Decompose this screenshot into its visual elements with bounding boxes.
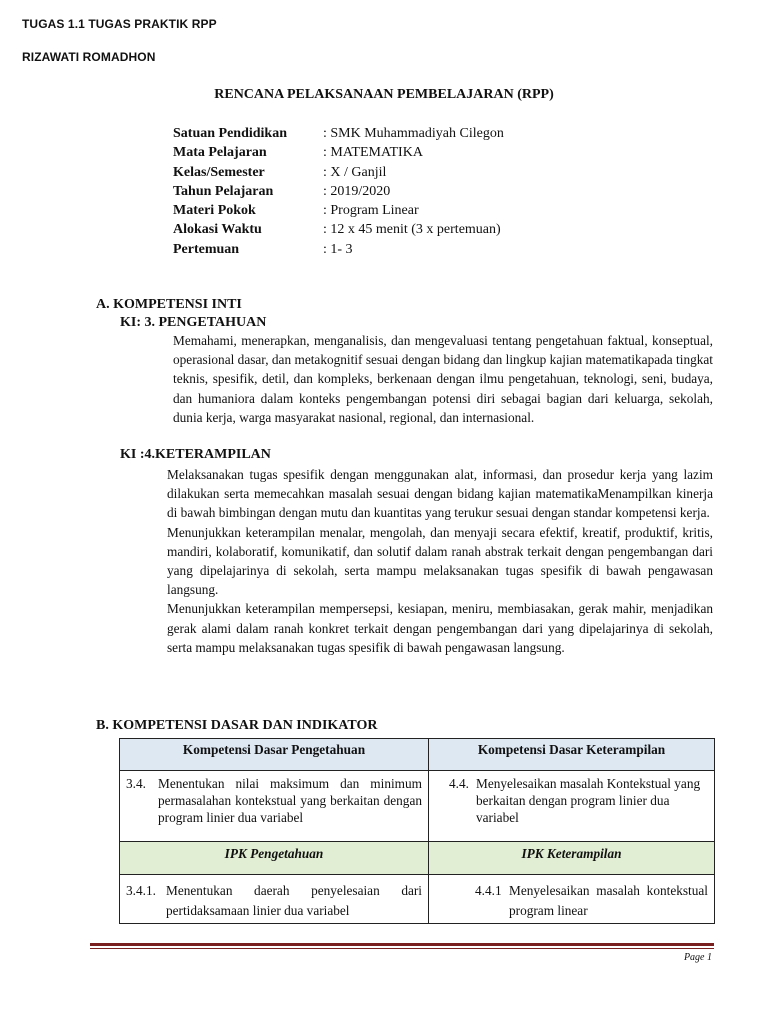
identity-label: Mata Pelajaran [173,145,267,161]
kd-skill-cell [429,771,715,842]
header-author-name: RIZAWATI ROMADHON [22,50,156,64]
ipk-skill-text: Menyelesaikan masalah kontekstual program linear [509,883,708,918]
identity-row [173,240,504,259]
identity-value: : SMK Muhammadiyah Cilegon [323,126,504,141]
kd-skill-text: Menyelesaikan masalah Kontekstual yang berkaitan dengan program linier dua variabel [476,776,701,825]
identity-row [173,124,504,143]
identity-value: : 1- 3 [323,241,353,257]
footer-rule-thin [90,948,714,949]
header-task-title: TUGAS 1.1 TUGAS PRAKTIK RPP [22,17,217,31]
footer-rule-thick [90,943,714,946]
identity-block [173,124,504,259]
identity-label: Tahun Pelajaran [173,183,274,199]
identity-value: : MATEMATIKA [323,145,423,161]
kd-skill-header: Kompetensi Dasar Keterampilan [429,739,715,771]
table-row [120,771,715,842]
ipk-skill-item [475,881,708,921]
identity-row [173,182,504,201]
document-title: RENCANA PELAKSANAAN PEMBELAJARAN (RPP) [214,87,554,102]
identity-row [173,220,504,239]
page-number: Page 1 [683,952,712,963]
ki4-heading: KI :4.KETERAMPILAN [120,447,271,462]
ipk-knowledge-cell [120,875,429,924]
ipk-skill-cell [429,875,715,924]
identity-label: Pertemuan [173,241,240,257]
table-header-row [120,842,715,875]
ki3-text: Memahami, menerapkan, menganalisis, dan mengevaluasi tentang pengetahuan faktual, konseptual, operasional dasar, dan metakognitif sesuai dengan bidang dan lingkup kajian matematikapada tingkat teknis, spesifik, detil, dan kompleks, berkenaan dengan ilmu pengetahuan, teknologi, seni, budaya, dan humaniora dalam konteks pengembangan potensi diri sebagai bagian dari keluarga, sekolah, dunia kerja, warga masyarakat nasional, regional, dan internasional. [173,333,713,425]
identity-row [173,163,504,182]
ki4-paragraph: Menunjukkan keterampilan mempersepsi, kesiapan, meniru, membiasakan, gerak mahir, menjadikan gerak alami dalam ranah konkret terkait dengan pengembangan dari yang dipelajarinya di sekolah, serta mampu melaksanakan tugas spesifik di bawah pengawasan langsung. [167,601,713,655]
ipk-skill-number: 4.4.1 [475,883,502,898]
kd-skill-item [449,775,708,826]
table-header-row [120,739,715,771]
kd-skill-number: 4.4. [449,776,469,791]
ki4-paragraph: Melaksanakan tugas spesifik dengan menggunakan alat, informasi, dan prosedur kerja yang lazim dilakukan serta memecahkan masalah sesuai dengan bidang kajian matematikaMenampilkan kinerja di bawah bimbingan dengan mutu dan kuantitas yang terukur sesuai dengan standar kompetensi kerja. [167,467,713,521]
ipk-knowledge-header: IPK Pengetahuan [120,842,429,875]
ipk-knowledge-number: 3.4.1. [126,883,156,898]
section-b-heading: B. KOMPETENSI DASAR DAN INDIKATOR [96,718,378,733]
kd-knowledge-item [126,775,422,826]
identity-row [173,143,504,162]
competency-table [119,738,715,924]
identity-value: : X / Ganjil [323,164,387,180]
kd-knowledge-header: Kompetensi Dasar Pengetahuan [120,739,429,771]
table-row [120,875,715,924]
kd-knowledge-cell [120,771,429,842]
ipk-skill-header: IPK Keterampilan [429,842,715,875]
kd-knowledge-text: Menentukan nilai maksimum dan minimum permasalahan kontekstual yang berkaitan dengan program linier dua variabel [158,776,422,825]
identity-label: Kelas/Semester [173,164,265,180]
identity-value: : Program Linear [323,203,419,219]
identity-label: Alokasi Waktu [173,222,262,238]
identity-label: Satuan Pendidikan [173,126,287,141]
ki3-heading: KI: 3. PENGETAHUAN [120,315,267,330]
section-a-heading: A. KOMPETENSI INTI [96,297,242,312]
identity-row [173,201,504,220]
identity-label: Materi Pokok [173,203,256,219]
identity-value: : 2019/2020 [323,183,391,199]
kd-knowledge-number: 3.4. [126,776,146,791]
ki3-paragraph [173,331,713,427]
ki4-paragraphs [167,465,713,657]
identity-value: : 12 x 45 menit (3 x pertemuan) [323,222,501,238]
ki4-paragraph: Menunjukkan keterampilan menalar, mengolah, dan menyaji secara efektif, kreatif, produktif, kritis, mandiri, kolaboratif, komunikatif, dan solutif dalam ranah abstrak terkait dengan pengembangan dari yang dipelajarinya di sekolah, serta mampu melaksanakan tugas spesifik di bawah pengawasan langsung. [167,524,713,598]
ipk-knowledge-item [126,881,422,921]
ipk-knowledge-text: Menentukan daerah penyelesaian dari pertidaksamaan linier dua variabel [166,883,422,918]
